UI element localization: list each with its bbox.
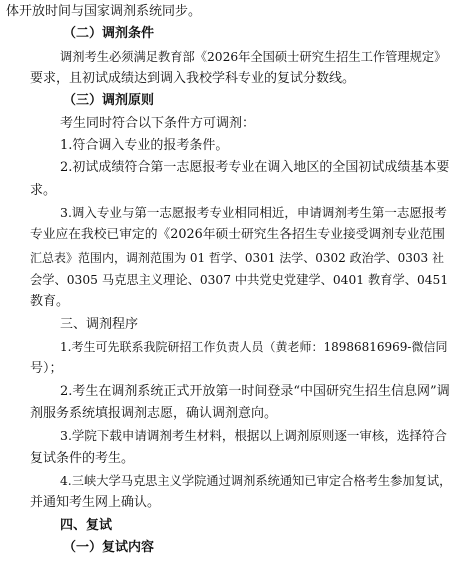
paragraph-line: 会学、0305 马克思主义理论、0307 中共党史党建学、0401 教育学、0451 [30,272,449,287]
paragraph-line: 2.考生在调剂系统正式开放第一时间登录“中国研究生招生信息网”调 [60,383,450,399]
section-heading: 四、复试 [60,517,113,533]
paragraph-line: 教育。 [30,294,70,310]
section-heading: （三）调剂原则 [63,93,155,109]
paragraph-line: 2.初试成绩符合第一志愿报考专业在调入地区的全国初试成绩基本要 [60,160,450,176]
paragraph-line: 要求，且初试成绩达到调入我校学科专业的复试分数线。 [30,71,356,86]
paragraph-line: 体开放时间与国家调剂系统同步。 [6,4,202,19]
paragraph-line: 3.调入专业与第一志愿报考专业相同相近，申请调剂考生第一志愿报考 [60,204,447,220]
paragraph-line: 调剂考生必须满足教育部《2026年全国硕士研究生招生工作管理规定》 [60,49,447,64]
paragraph-line: 求。 [30,182,57,198]
paragraph-line: 汇总表》范围内，调剂范围为 01 哲学、0301 法学、0302 政治学、0303 社 [30,250,444,265]
section-heading: （一）复试内容 [63,539,155,555]
paragraph-line: 号）； [30,361,63,377]
paragraph-line: 1.符合调入专业的报考条件。 [60,138,229,153]
section-heading: （二）调剂条件 [63,26,155,42]
paragraph-line: 4.三峡大学马克思主义学院通过调剂系统通知已审定合格考生参加复试， [60,473,452,488]
section-heading: 三、调剂程序 [60,316,139,332]
paragraph-line: 3.学院下载申请调剂考生材料，根据以上调剂原则逐一审核，选择符合 [60,428,447,444]
paragraph-line: 专业应在我校已审定的《2026年硕士研究生各招生专业接受调剂专业范围 [30,227,445,243]
paragraph-line: 剂服务系统填报调剂志愿，确认调剂意向。 [30,405,278,421]
paragraph-line: 并通知考生网上确认。 [30,495,161,511]
paragraph-line: 1.考生可先联系我院研招工作负责人员（黄老师：18986816969-微信同 [60,339,448,354]
paragraph-line: 考生同时符合以下条件方可调剂： [60,115,256,131]
paragraph-line: 复试条件的考生。 [30,450,135,466]
